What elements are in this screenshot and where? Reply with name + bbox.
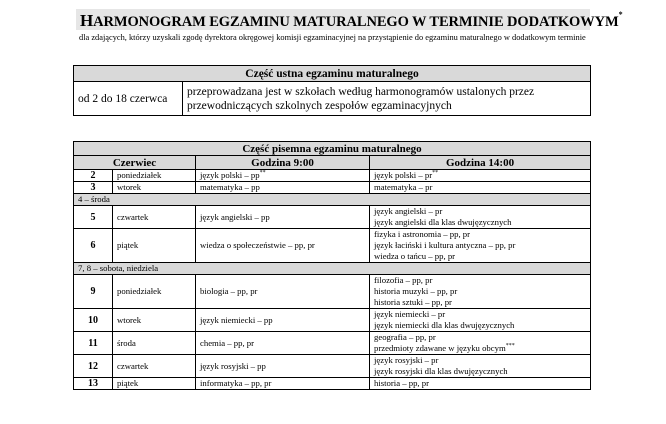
weekday: środa	[113, 332, 196, 355]
subject-line: język angielski – pr	[374, 206, 443, 216]
afternoon-exams	[370, 332, 591, 355]
subject-line: historia – pp, pr	[374, 378, 430, 388]
subject-line: język angielski dla klas dwujęzycznych	[374, 217, 512, 227]
subject-line: przedmioty zdawane w języku obcym	[374, 343, 506, 353]
afternoon-exams	[370, 378, 591, 390]
afternoon-exams	[370, 355, 591, 378]
weekday: wtorek	[113, 182, 196, 194]
day-number: 10	[74, 309, 113, 332]
afternoon-header: Godzina 14:00	[370, 156, 591, 170]
subject-line: wiedza o społeczeństwie – pp, pr	[200, 240, 315, 250]
page-title	[80, 11, 622, 31]
afternoon-exams	[370, 182, 591, 194]
weekday: czwartek	[113, 206, 196, 229]
morning-exams	[196, 229, 370, 263]
subject-line-wrap	[374, 343, 586, 354]
day-number: 6	[74, 229, 113, 263]
title-text: ARMONOGRAM EGZAMINU MATURALNEGO W TERMINIE DODATKOWYM	[93, 14, 619, 30]
subject-line: język angielski – pp	[200, 211, 270, 222]
subject-line: filozofia – pp, pr	[374, 275, 433, 285]
morning-exams	[196, 182, 370, 194]
subject-line: język niemiecki dla klas dwujęzycznych	[374, 320, 515, 330]
schedule-row	[74, 309, 591, 332]
subject-line: informatyka – pp, pr	[200, 378, 272, 388]
subject-line: język polski – pr	[374, 170, 433, 180]
schedule-row	[74, 170, 591, 182]
morning-header: Godzina 9:00	[196, 156, 370, 170]
subject-line: geografia – pp, pr	[374, 332, 436, 342]
schedule-row	[74, 182, 591, 194]
weekend-row	[74, 194, 591, 206]
day-number: 13	[74, 378, 113, 390]
schedule-row	[74, 229, 591, 263]
footnote-mark: ***	[505, 343, 515, 349]
subject-line: język niemiecki – pr	[374, 309, 446, 319]
morning-exams	[196, 275, 370, 309]
subject-line: matematyka – pr	[374, 182, 433, 192]
schedule-row	[74, 206, 591, 229]
oral-exam-dates: od 2 do 18 czerwca	[74, 82, 183, 116]
weekday: poniedziałek	[113, 275, 196, 309]
subject-line: historia muzyki – pp, pr	[374, 286, 458, 296]
subject-line: biologia – pp, pr	[200, 286, 258, 296]
subject-line: język polski – pp	[200, 170, 260, 180]
day-number: 12	[74, 355, 113, 378]
oral-exam-description: przeprowadzana jest w szkołach według harmonogramów ustalonych przez przewodniczących szkolnych zespołów egzaminacyjnych	[183, 82, 591, 116]
schedule-row	[74, 332, 591, 355]
day-number: 5	[74, 206, 113, 229]
subject-line: język rosyjski – pr	[374, 355, 439, 365]
weekend-row	[74, 263, 591, 275]
subject-line-wrap	[200, 170, 365, 181]
schedule-row	[74, 275, 591, 309]
subject-line: język niemiecki – pp	[200, 314, 273, 325]
footnote-mark: **	[432, 170, 439, 176]
subject-line: język rosyjski dla klas dwujęzycznych	[374, 366, 508, 376]
subject-line: matematyka – pp	[200, 182, 260, 192]
day-number: 9	[74, 275, 113, 309]
weekday: wtorek	[113, 309, 196, 332]
day-number: 11	[74, 332, 113, 355]
subject-line: fizyka i astronomia – pp, pr	[374, 229, 471, 239]
non-exam-days: 7, 8 – sobota, niedziela	[74, 263, 591, 275]
written-exam-table	[73, 141, 591, 390]
oral-exam-header: Część ustna egzaminu maturalnego	[74, 66, 591, 82]
morning-exams	[196, 170, 370, 182]
weekday: czwartek	[113, 355, 196, 378]
morning-exams	[196, 378, 370, 390]
weekday: piątek	[113, 229, 196, 263]
title-initial: H	[80, 11, 94, 30]
oral-exam-table	[73, 65, 591, 116]
afternoon-exams	[370, 206, 591, 229]
schedule-row	[74, 378, 591, 390]
morning-exams	[196, 309, 370, 332]
subject-line: historia sztuki – pp, pr	[374, 297, 452, 307]
morning-exams	[196, 206, 370, 229]
afternoon-exams	[370, 275, 591, 309]
weekday: piątek	[113, 378, 196, 390]
day-number: 3	[74, 182, 113, 194]
subject-line: język rosyjski – pp	[200, 360, 266, 371]
non-exam-days: 4 – środa	[74, 194, 591, 206]
subject-line: język łaciński i kultura antyczna – pp, pr	[374, 240, 516, 250]
written-exam-body	[74, 170, 591, 390]
subject-line: chemia – pp, pr	[200, 337, 255, 348]
day-number: 2	[74, 170, 113, 182]
schedule-row	[74, 355, 591, 378]
subject-line: wiedza o tańcu – pp, pr	[374, 251, 456, 261]
footnote-mark: **	[259, 170, 266, 176]
afternoon-exams	[370, 229, 591, 263]
subject-line-wrap	[374, 170, 586, 181]
weekday: poniedziałek	[113, 170, 196, 182]
written-exam-header: Część pisemna egzaminu maturalnego	[74, 142, 591, 156]
morning-exams	[196, 355, 370, 378]
afternoon-exams	[370, 170, 591, 182]
month-header: Czerwiec	[74, 156, 196, 170]
morning-exams	[196, 332, 370, 355]
afternoon-exams	[370, 309, 591, 332]
title-footnote-mark: *	[618, 10, 623, 19]
page-subtitle: dla zdających, którzy uzyskali zgodę dyrektora okręgowej komisji egzaminacyjnej na przystąpienie do egzaminu maturalnego w dodatkowym terminie	[79, 33, 586, 42]
